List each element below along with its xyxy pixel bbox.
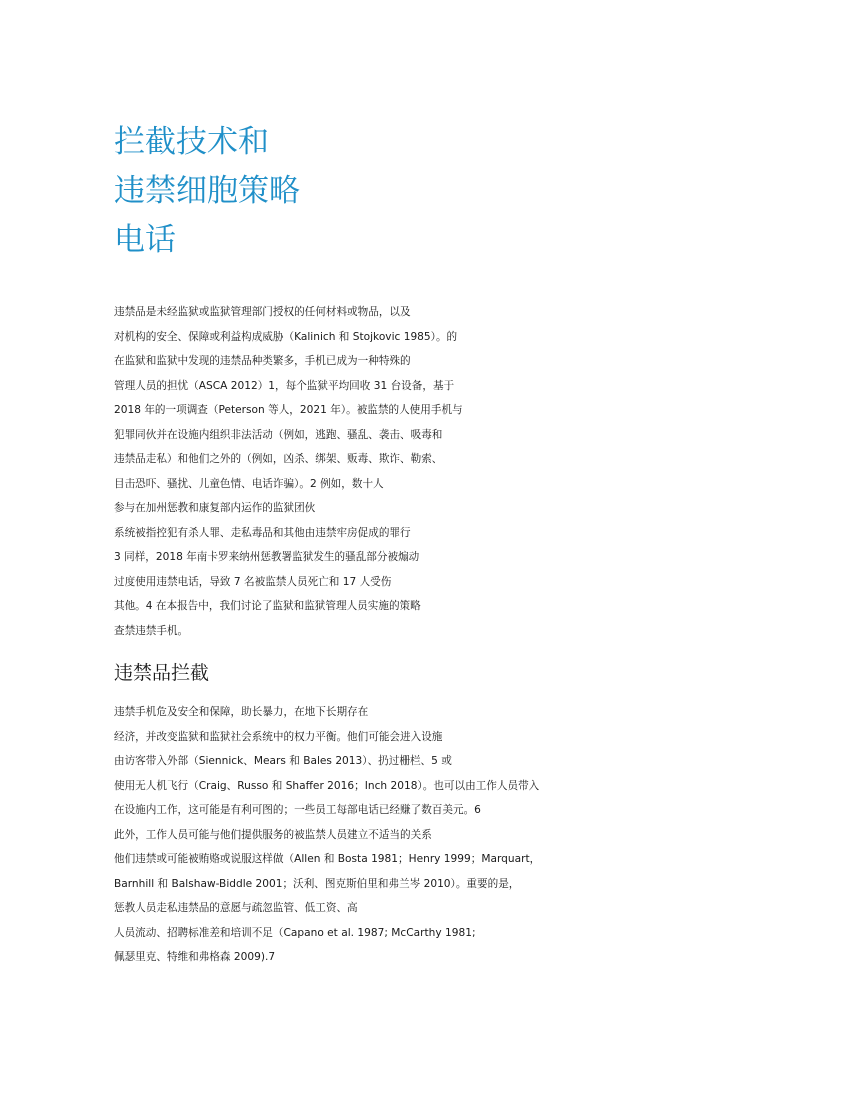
title-line: 违禁细胞策略 (114, 173, 300, 209)
text-line: 在设施内工作，这可能是有利可图的；一些员工每部电话已经赚了数百美元。6 (114, 804, 481, 816)
text-line: Barnhill 和 Balshaw-Biddle 2001；沃利、图克斯伯里和弗兰岑 2010）。重要的是， (114, 877, 520, 890)
text-line: 目击恐吓、骚扰、儿童色情、电话诈骗）。2 例如，数十人 (114, 477, 384, 490)
text-line: 系统被指控犯有杀人罪、走私毒品和其他由违禁牢房促成的罪行 (114, 526, 411, 539)
title-line: 电话 (114, 222, 176, 258)
text-line: 经济，并改变监狱和监狱社会系统中的权力平衡。他们可能会进入设施 (114, 730, 443, 743)
text-line: 参与在加州惩教和康复部内运作的监狱团伙 (114, 502, 316, 514)
section1-paragraph (114, 700, 594, 970)
text-line: 违禁品走私）和他们之外的（例如，凶杀、绑架、贩毒、欺诈、勒索、 (114, 453, 443, 465)
text-line: 3 同样，2018 年南卡罗来纳州惩教署监狱发生的骚乱部分被煽动 (114, 551, 420, 563)
text-line: 过度使用违禁电话，导致 7 名被监禁人员死亡和 17 人受伤 (114, 575, 392, 588)
text-line: 佩瑟里克、特维和弗格森 2009).7 (114, 951, 276, 963)
text-line: 在监狱和监狱中发现的违禁品种类繁多，手机已成为一种特殊的 (114, 355, 411, 367)
text-line: 查禁违禁手机。 (114, 624, 189, 637)
document-title (114, 118, 614, 265)
text-line: 此外，工作人员可能与他们提供服务的被监禁人员建立不适当的关系 (114, 828, 432, 841)
text-line: 违禁品是未经监狱或监狱管理部门授权的任何材料或物品，以及 (114, 306, 411, 318)
text-line: 管理人员的担忧（ASCA 2012）1，每个监狱平均回收 31 台设备，基于 (114, 379, 455, 392)
text-line: 其他。4 在本报告中，我们讨论了监狱和监狱管理人员实施的策略 (114, 600, 421, 612)
text-line: 惩教人员走私违禁品的意愿与疏忽监管、低工资、高 (114, 902, 358, 914)
text-line: 违禁手机危及安全和保障，助长暴力，在地下长期存在 (114, 706, 369, 718)
text-line: 对机构的安全、保障或利益构成威胁（Kalinich 和 Stojkovic 1985）。的 (114, 330, 458, 343)
text-line: 他们违禁或可能被贿赂或说服这样做（Allen 和 Bosta 1981；Henry 1999；Marquart， (114, 853, 541, 865)
text-line: 使用无人机飞行（Craig、Russo 和 Shaffer 2016；Inch 2018）。也可以由工作人员带入 (114, 779, 540, 792)
intro-paragraph (114, 300, 594, 643)
title-line: 拦截技术和 (114, 124, 269, 160)
text-line: 人员流动、招聘标准差和培训不足（Capano et al. 1987; McCarthy 1981; (114, 926, 476, 939)
section-heading-contraband-interception: 违禁品拦截 (114, 662, 210, 684)
text-line: 由访客带入外部（Siennick、Mears 和 Bales 2013）、扔过栅栏、5 或 (114, 755, 452, 767)
text-line: 2018 年的一项调查（Peterson 等人，2021 年）。被监禁的人使用手机与 (114, 404, 463, 416)
text-line: 犯罪同伙并在设施内组织非法活动（例如，逃跑、骚乱、袭击、吸毒和 (114, 428, 443, 441)
